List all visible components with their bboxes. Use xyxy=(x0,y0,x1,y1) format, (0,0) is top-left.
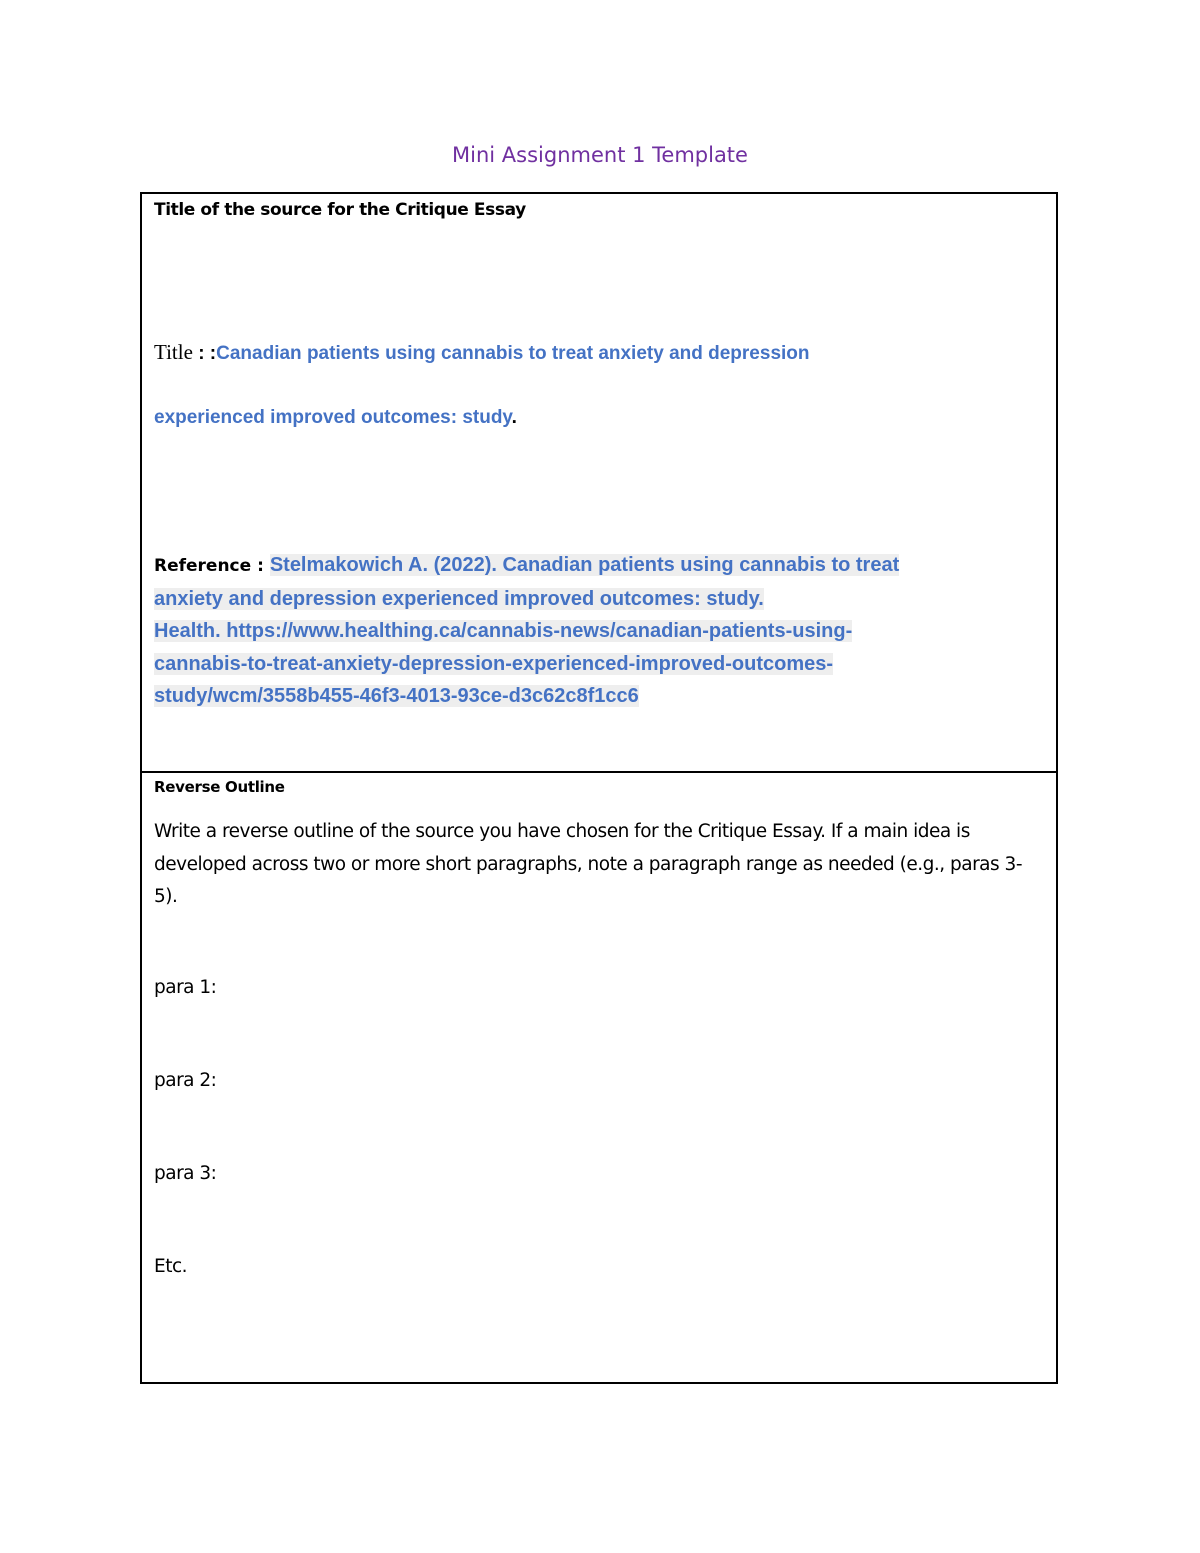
title-separator: : : xyxy=(192,343,217,364)
row-divider xyxy=(142,771,1056,773)
outline-item: Etc. xyxy=(154,1256,187,1277)
reference-line: cannabis-to-treat-anxiety-depression-experienced-improved-outcomes- xyxy=(154,652,834,675)
title-line-1: Canadian patients using cannabis to treat anxiety and depression xyxy=(216,343,810,364)
title-period: . xyxy=(511,407,517,428)
outline-instructions: Write a reverse outline of the source you have chosen for the Critique Essay. If a main idea is developed across two or more short paragraphs, note a paragraph range as needed (e.g., paras 3-5). xyxy=(154,821,1022,907)
title-line-2: experienced improved outcomes: study xyxy=(154,407,512,428)
reference-line: study/wcm/3558b455-46f3-4013-93ce-d3c62c8f1cc6 xyxy=(154,685,639,707)
outline-cell-header: Reverse Outline xyxy=(154,778,285,796)
template-table xyxy=(140,192,1058,1384)
outline-item: para 3: xyxy=(154,1163,217,1184)
title-label: Title xyxy=(154,340,193,364)
reference-line: Health. https://www.healthing.ca/cannabis-news/canadian-patients-using- xyxy=(154,620,853,642)
reference-label: Reference : xyxy=(154,556,270,576)
outline-item: para 2: xyxy=(154,1070,217,1091)
reference-block xyxy=(154,549,1036,713)
outline-item: para 1: xyxy=(154,977,217,998)
source-title xyxy=(154,320,1036,450)
document-heading: Mini Assignment 1 Template xyxy=(452,143,748,167)
source-cell-header: Title of the source for the Critique Essay xyxy=(154,200,526,220)
reference-line: anxiety and depression experienced improved outcomes: study. xyxy=(154,587,764,610)
reference-line: Stelmakowich A. (2022). Canadian patients using cannabis to treat xyxy=(269,554,900,576)
